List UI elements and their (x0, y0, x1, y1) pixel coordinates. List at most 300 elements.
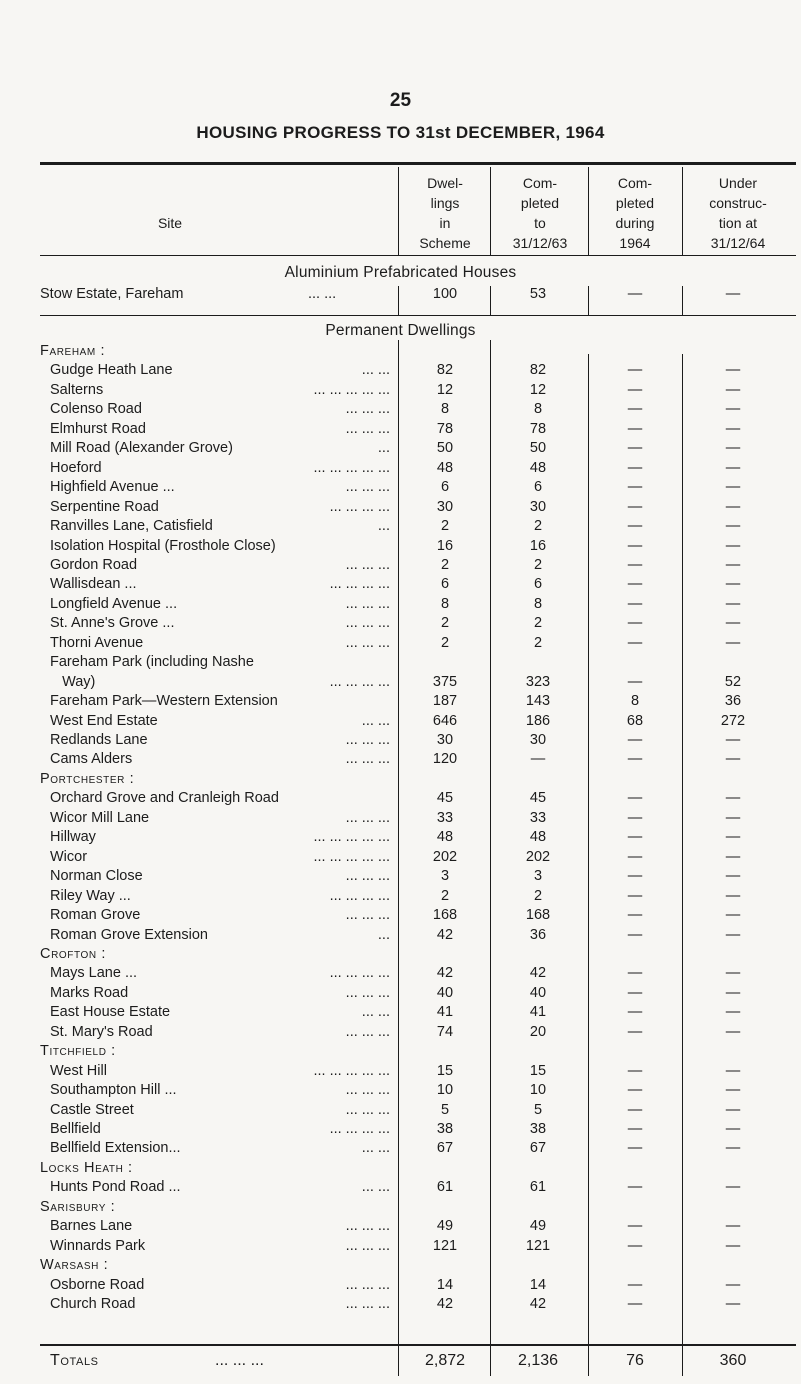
completed-to-cell: 41 (529, 1004, 547, 1021)
site-name: Castle Street (50, 1101, 134, 1118)
header-under-construction-line: Under (718, 175, 758, 191)
leader-dots: ... ... ... (345, 479, 390, 496)
aluminium-heading: Aluminium Prefabricated Houses (284, 264, 517, 281)
site-name: Highfield Avenue ... (50, 479, 175, 496)
dwellings-cell: 2 (440, 615, 450, 632)
aluminium-divider (682, 286, 683, 316)
group-heading: Fareham : (40, 343, 106, 359)
under-construction-cell: — (725, 1062, 741, 1079)
completed-during-cell: — (627, 556, 643, 573)
header-under-construction (683, 173, 793, 253)
site-name: Fareham Park (including Nashe (50, 654, 254, 671)
table-row (0, 361, 801, 380)
table-row (0, 984, 801, 1003)
completed-to-cell: 20 (529, 1023, 547, 1040)
dwellings-cell: 375 (432, 673, 458, 690)
completed-to-cell: 49 (529, 1218, 547, 1235)
completed-to-cell: 42 (529, 965, 547, 982)
group-heading-row (0, 342, 801, 361)
completed-during-cell: — (627, 965, 643, 982)
leader-dots: ... ... ... ... (329, 498, 390, 515)
completed-during-cell: 8 (630, 693, 640, 710)
completed-to-cell: 30 (529, 732, 547, 748)
header-dwellings-line: in (439, 215, 451, 231)
completed-to-cell: 8 (533, 401, 543, 418)
header-completed-during-line: 1964 (619, 235, 651, 251)
table-row (0, 420, 801, 439)
completed-during-cell: — (627, 673, 643, 690)
aluminium-divider (588, 286, 589, 316)
under-construction-cell: — (725, 518, 741, 535)
completed-to-cell: 42 (529, 1296, 547, 1313)
under-construction-cell: — (725, 790, 741, 807)
dwellings-cell: 100 (432, 286, 458, 302)
completed-to-cell: 33 (529, 809, 547, 826)
site-name: Riley Way ... (50, 887, 131, 904)
under-construction-cell: — (725, 459, 741, 476)
completed-during-cell: — (627, 362, 643, 379)
completed-to-cell: 323 (525, 673, 551, 690)
site-label: Stow Estate, Fareham (40, 286, 184, 302)
table-row (0, 1295, 801, 1314)
completed-to-cell: 14 (529, 1276, 547, 1293)
group-heading-row (0, 1042, 801, 1061)
site-name: St. Anne's Grove ... (50, 615, 175, 632)
table-row (0, 1101, 801, 1120)
under-construction-cell: — (725, 498, 741, 515)
completed-to-cell: 6 (533, 576, 543, 593)
under-construction-cell: — (725, 1023, 741, 1040)
dwellings-cell: 48 (436, 459, 454, 476)
group-heading-row (0, 1159, 801, 1178)
dwellings-cell: 14 (436, 1276, 454, 1293)
leader-dots: ... ... ... ... (329, 576, 390, 593)
leader-dots: ... ... ... ... (329, 673, 390, 690)
dwellings-cell: 67 (436, 1140, 454, 1157)
totals-dwellings: 2,872 (424, 1352, 466, 1369)
dwellings-cell: 187 (432, 693, 458, 710)
header-completed-during (590, 173, 680, 253)
completed-to-cell: 82 (529, 362, 547, 379)
under-construction-cell: — (725, 887, 741, 904)
under-construction-cell: — (725, 1276, 741, 1293)
table-row (0, 1081, 801, 1100)
site-name: Hillway (50, 829, 96, 846)
under-construction-cell: — (725, 1218, 741, 1235)
table-row (0, 789, 801, 808)
completed-to-cell: 61 (529, 1179, 547, 1196)
dwellings-cell: 168 (432, 907, 458, 924)
table-row (0, 692, 801, 711)
table-row (0, 964, 801, 983)
header-under-construction-line: construc- (709, 195, 767, 211)
site-name: Roman Grove Extension (50, 926, 208, 943)
under-construction-cell: — (725, 1121, 741, 1137)
completed-during-cell: — (627, 498, 643, 515)
totals-divider (490, 1346, 491, 1376)
leader-dots: ... ... ... (345, 1237, 390, 1254)
leader-dots: ... ... ... (345, 595, 390, 612)
leader-dots: ... ... ... ... ... (313, 848, 390, 865)
leader-dots: ... (377, 440, 390, 457)
under-construction-cell: — (725, 576, 741, 593)
table-row (0, 575, 801, 594)
totals-completed-during: 76 (626, 1352, 644, 1369)
dwellings-cell: 48 (436, 829, 454, 846)
leader-dots: ... ... ... (345, 809, 390, 826)
leader-dots: ... ... ... (345, 1218, 390, 1235)
dwellings-cell: 61 (436, 1179, 454, 1196)
dwellings-cell: 42 (436, 965, 454, 982)
completed-during-cell: — (627, 420, 643, 437)
group-heading-row (0, 770, 801, 789)
table-row (0, 400, 801, 419)
table-row (0, 459, 801, 478)
header-dwellings (400, 173, 490, 253)
dwellings-cell: 50 (436, 440, 454, 457)
table-row (0, 1276, 801, 1295)
under-construction-cell: — (725, 615, 741, 632)
completed-to-cell: 5 (533, 1101, 543, 1118)
completed-during-cell: — (627, 440, 643, 457)
site-name: Salterns (50, 381, 104, 398)
leader-dots: ... ... (361, 1140, 390, 1157)
dwellings-cell: 6 (440, 576, 450, 593)
completed-during-cell: — (627, 1237, 643, 1254)
completed-to-cell: 53 (529, 286, 547, 302)
table-row (0, 848, 801, 867)
site-name: Serpentine Road (50, 498, 159, 515)
completed-to-cell: 186 (525, 712, 551, 729)
permanent-heading: Permanent Dwellings (325, 322, 476, 339)
dwellings-cell: 121 (432, 1237, 458, 1254)
dwellings-cell: 40 (436, 984, 454, 1001)
site-name: Norman Close (50, 868, 143, 885)
site-name: Wicor (50, 848, 88, 865)
under-construction-cell: — (725, 809, 741, 826)
dwellings-cell: 15 (436, 1062, 454, 1079)
under-construction-cell: — (725, 1140, 741, 1157)
under-construction-cell: — (725, 965, 741, 982)
table-row (0, 1120, 801, 1139)
completed-during-cell: — (627, 595, 643, 612)
header-completed-to-line: to (534, 215, 546, 231)
leader-dots: ... ... ... (345, 420, 390, 437)
header-under-construction-line: 31/12/64 (710, 235, 766, 251)
under-construction-cell: — (725, 401, 741, 418)
leader-dots: ... ... ... (345, 868, 390, 885)
dwellings-cell: 2 (440, 887, 450, 904)
table-row (0, 1139, 801, 1158)
completed-during-cell: — (627, 1179, 643, 1196)
header-bottom-rule (40, 255, 796, 256)
under-construction-cell: — (725, 868, 741, 885)
completed-during-cell: — (627, 1296, 643, 1313)
aluminium-divider (398, 286, 399, 316)
leader-dots: ... ... ... (345, 1276, 390, 1293)
table-row (0, 556, 801, 575)
site-name: Isolation Hospital (Frosthole Close) (50, 537, 276, 554)
site-name: Mill Road (Alexander Grove) (50, 440, 233, 457)
totals-label: Totals (50, 1352, 99, 1369)
table-row (0, 653, 801, 672)
header-divider (682, 167, 683, 255)
leader-dots: ... ... ... (345, 984, 390, 1001)
site-name: Orchard Grove and Cranleigh Road (50, 790, 279, 807)
under-construction-cell: — (725, 907, 741, 924)
table-row (0, 1003, 801, 1022)
completed-to-cell: 50 (529, 440, 547, 457)
under-construction-cell: — (725, 848, 741, 865)
header-divider (588, 167, 589, 255)
completed-during-cell: — (627, 537, 643, 554)
site-name: Southampton Hill ... (50, 1082, 177, 1099)
leader-dots: ... (377, 518, 390, 535)
site-name: Hunts Pond Road ... (50, 1179, 181, 1196)
under-construction-cell: — (725, 362, 741, 379)
top-rule (40, 162, 796, 165)
dwellings-cell: 2 (440, 634, 450, 651)
completed-to-cell: 3 (533, 868, 543, 885)
table-row (0, 867, 801, 886)
site-name: St. Mary's Road (50, 1023, 153, 1040)
completed-during-cell: — (627, 1121, 643, 1137)
completed-to-cell: 45 (529, 790, 547, 807)
header-under-construction-line: tion at (718, 215, 758, 231)
completed-during-cell: — (627, 907, 643, 924)
group-heading-row (0, 1256, 801, 1275)
leader-dots: ... ... ... (345, 751, 390, 768)
dwellings-cell: 45 (436, 790, 454, 807)
under-construction-cell: — (725, 1004, 741, 1021)
completed-to-cell: 143 (525, 693, 551, 710)
site-name: Gudge Heath Lane (50, 362, 173, 379)
dwellings-cell: 74 (436, 1023, 454, 1040)
completed-to-cell: 202 (525, 848, 551, 865)
completed-during-cell: — (627, 1062, 643, 1079)
under-construction-cell: — (725, 829, 741, 846)
completed-during-cell: — (627, 479, 643, 496)
site-name: Bellfield Extension... (50, 1140, 181, 1157)
site-name: Barnes Lane (50, 1218, 133, 1235)
dwellings-cell: 5 (440, 1101, 450, 1118)
page-number: 25 (389, 90, 412, 111)
completed-to-cell: 38 (529, 1121, 547, 1137)
table-row (0, 537, 801, 556)
dwellings-cell: 10 (436, 1082, 454, 1099)
completed-during-cell: — (627, 1140, 643, 1157)
completed-during-cell: — (627, 790, 643, 807)
site-name: Osborne Road (50, 1276, 145, 1293)
totals-under-construction: 360 (719, 1352, 747, 1369)
header-completed-to (490, 173, 590, 253)
dwellings-cell: 6 (440, 479, 450, 496)
header-dwellings-line: Scheme (419, 235, 471, 251)
leader-dots: ... ... (361, 362, 390, 379)
site-name: Wicor Mill Lane (50, 809, 150, 826)
dwellings-cell: 82 (436, 362, 454, 379)
under-construction-cell: — (725, 1179, 741, 1196)
under-construction-cell: — (725, 1296, 741, 1313)
header-divider (490, 167, 491, 255)
completed-during-cell: 68 (626, 712, 644, 729)
completed-during-cell: — (627, 926, 643, 943)
group-heading: Warsash : (40, 1257, 109, 1274)
completed-during-cell: — (627, 459, 643, 476)
table-row (0, 731, 801, 750)
dwellings-cell: 3 (440, 868, 450, 885)
completed-to-cell: 2 (533, 518, 543, 535)
leader-dots: ... ... (361, 712, 390, 729)
table-row (0, 1217, 801, 1236)
table-row (0, 498, 801, 517)
site-name: Gordon Road (50, 556, 138, 573)
site-name: Thorni Avenue (50, 634, 144, 651)
totals-completed-to: 2,136 (517, 1352, 559, 1369)
under-construction-cell: — (725, 556, 741, 573)
table-row (0, 673, 801, 692)
leader-dots: ... ... ... ... ... (313, 381, 390, 398)
site-name: Ranvilles Lane, Catisfield (50, 518, 213, 535)
completed-during-cell: — (627, 868, 643, 885)
table-row (0, 439, 801, 458)
site-name: Mays Lane ... (50, 965, 138, 982)
under-construction-cell: — (725, 732, 741, 748)
site-name: Roman Grove (50, 907, 141, 924)
group-heading: Locks Heath : (40, 1159, 133, 1176)
completed-during-cell: — (627, 518, 643, 535)
completed-during-cell: — (627, 751, 643, 768)
table-row (0, 809, 801, 828)
completed-during-cell: — (627, 887, 643, 904)
under-construction-cell: 52 (724, 673, 742, 690)
site-name: Cams Alders (50, 751, 133, 768)
site-name: Elmhurst Road (50, 420, 146, 437)
header-divider (398, 167, 399, 255)
dwellings-cell: 12 (436, 381, 454, 398)
completed-to-cell: — (530, 751, 546, 768)
table-row (0, 517, 801, 536)
leader-dots: ... (377, 926, 390, 943)
completed-during-cell: — (627, 732, 643, 748)
completed-to-cell: 67 (529, 1140, 547, 1157)
completed-during-cell: — (627, 829, 643, 846)
completed-to-cell: 121 (525, 1237, 551, 1254)
dwellings-cell: 30 (436, 498, 454, 515)
body-divider (398, 340, 399, 1345)
completed-to-cell: 2 (533, 556, 543, 573)
site-name: Winnards Park (50, 1237, 146, 1254)
under-construction-cell: — (725, 381, 741, 398)
body-divider (490, 340, 491, 1345)
under-construction-cell: — (725, 595, 741, 612)
completed-during-cell: — (627, 1276, 643, 1293)
group-heading: Sarisbury : (40, 1198, 116, 1215)
group-heading: Portchester : (40, 770, 135, 787)
completed-to-cell: 168 (525, 907, 551, 924)
site-name: Marks Road (50, 984, 129, 1001)
completed-during-cell: — (627, 1101, 643, 1118)
under-construction-cell: — (725, 1237, 741, 1254)
totals-divider (398, 1346, 399, 1376)
under-construction-cell: — (725, 420, 741, 437)
leader-dots: ... ... ... (345, 907, 390, 924)
completed-to-cell: 78 (529, 420, 547, 437)
leader-dots: ... ... ... (345, 556, 390, 573)
group-heading-row (0, 945, 801, 964)
completed-to-cell: 16 (529, 537, 547, 554)
dwellings-cell: 38 (436, 1121, 454, 1137)
site-name: Way) (50, 673, 96, 690)
group-heading-row (0, 1198, 801, 1217)
completed-during-cell: — (627, 286, 643, 302)
dwellings-cell: 120 (432, 751, 458, 768)
site-name (40, 285, 440, 304)
completed-during-cell: — (627, 1082, 643, 1099)
under-construction-cell: — (725, 286, 741, 302)
body-divider (682, 354, 683, 1345)
header-completed-during-line: Com- (617, 175, 653, 191)
dwellings-cell: 33 (436, 809, 454, 826)
completed-to-cell: 2 (533, 615, 543, 632)
leader-dots: ... ... ... (345, 1101, 390, 1118)
page-title: HOUSING PROGRESS TO 31st DECEMBER, 1964 (196, 123, 605, 142)
under-construction-cell: 272 (720, 712, 746, 729)
dwellings-cell: 42 (436, 1296, 454, 1313)
completed-during-cell: — (627, 634, 643, 651)
completed-during-cell: — (627, 848, 643, 865)
leader-dots: ... ... ... (345, 1296, 390, 1313)
completed-to-cell: 8 (533, 595, 543, 612)
leader-dots: ... ... ... (345, 1023, 390, 1040)
table-row (0, 381, 801, 400)
header-site (40, 213, 300, 233)
under-construction-cell: — (725, 926, 741, 943)
table-row (0, 1237, 801, 1256)
site-name: Church Road (50, 1296, 136, 1313)
totals-dots: ... ... ... (215, 1352, 264, 1369)
under-construction-cell: — (725, 751, 741, 768)
completed-to-cell: 30 (529, 498, 547, 515)
completed-during-cell: — (627, 984, 643, 1001)
leader-dots: ... ... ... ... (329, 887, 390, 904)
leader-dots: ... ... ... (345, 634, 390, 651)
site-name: Hoeford (50, 459, 102, 476)
table-row (0, 906, 801, 925)
aluminium-divider (490, 286, 491, 316)
site-name: West End Estate (50, 712, 158, 729)
completed-to-cell: 2 (533, 887, 543, 904)
site-name: Redlands Lane (50, 732, 148, 748)
leader-dots: ... ... ... ... (329, 1121, 390, 1137)
table-row (0, 634, 801, 653)
under-construction-cell: 36 (724, 693, 742, 710)
completed-to-cell: 6 (533, 479, 543, 496)
completed-to-cell: 48 (529, 459, 547, 476)
completed-to-cell: 2 (533, 634, 543, 651)
table-row (0, 614, 801, 633)
dwellings-cell: 41 (436, 1004, 454, 1021)
site-name: Wallisdean ... (50, 576, 137, 593)
table-row (0, 285, 801, 304)
completed-to-cell: 12 (529, 381, 547, 398)
under-construction-cell: — (725, 1101, 741, 1118)
table-row (0, 750, 801, 769)
site-name: Colenso Road (50, 401, 142, 418)
table-row (0, 478, 801, 497)
completed-to-cell: 10 (529, 1082, 547, 1099)
leader-dots: ... ... ... (345, 732, 390, 748)
